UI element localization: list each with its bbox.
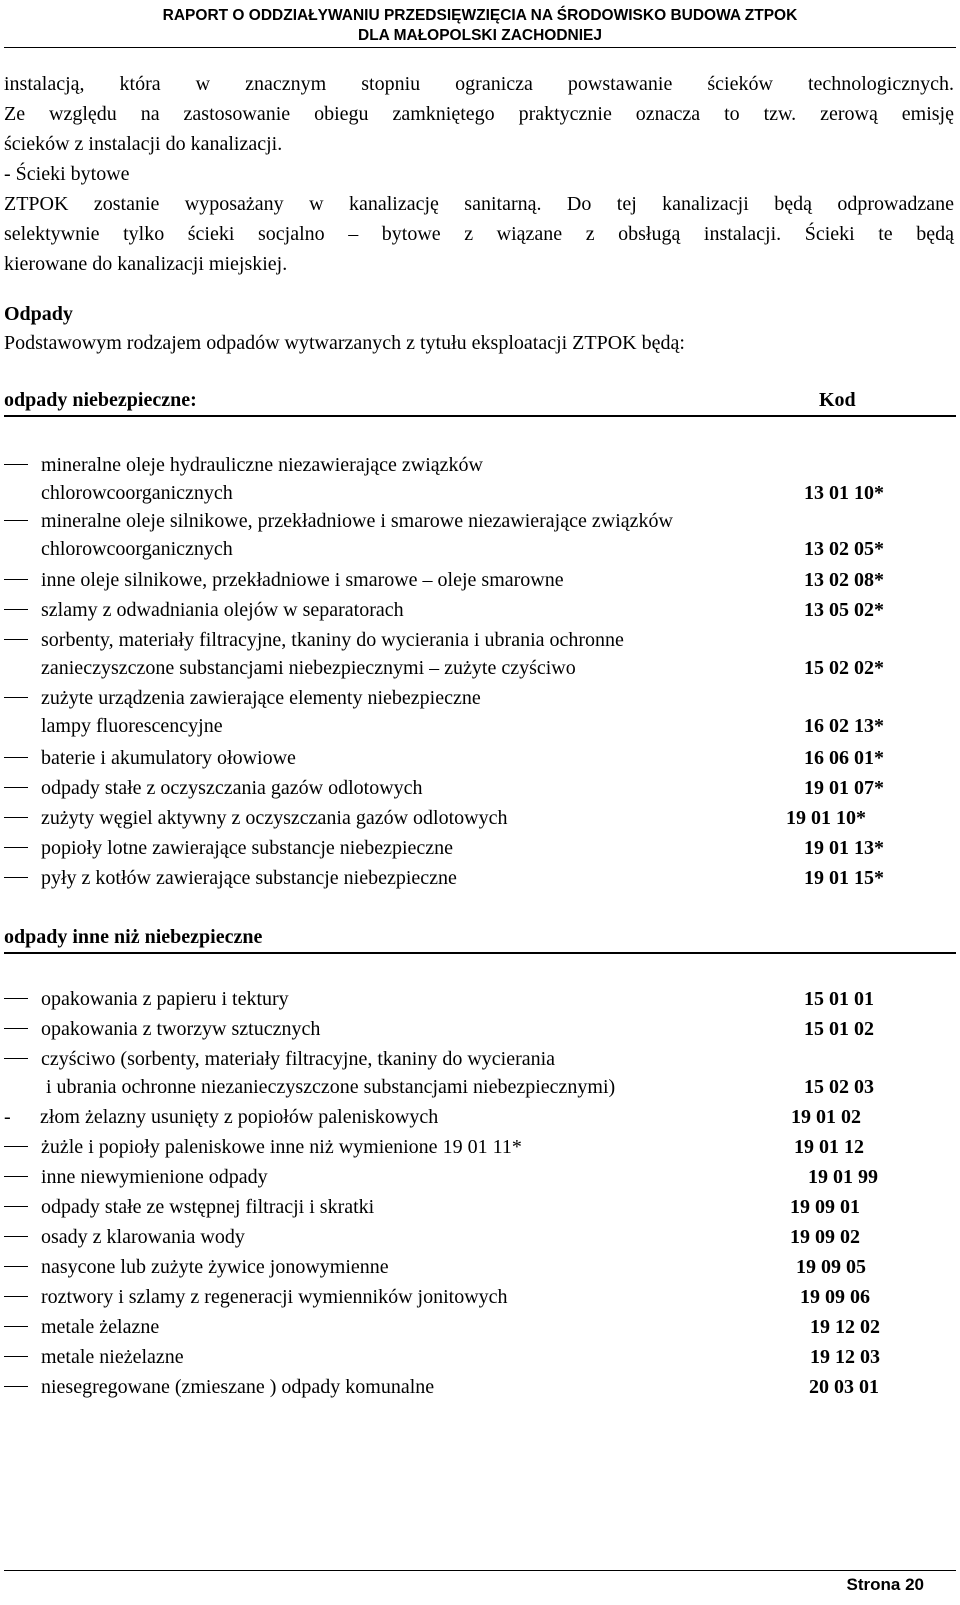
list-item: inne niewymienione odpady 19 01 99 — [4, 1162, 956, 1192]
dash-marker — [4, 520, 28, 521]
intro-line-2: Ze względu na zastosowanie obiegu zamkniętego praktycznie oznacza to tzw. zerową emisję — [4, 103, 954, 125]
hazardous-heading-row — [4, 385, 956, 417]
intro-line-1: instalacją, która w znacznym stopniu ogranicza powstawanie ścieków technologicznych. — [4, 73, 954, 95]
list-item: metale żelazne 19 12 02 — [4, 1312, 956, 1342]
dash-marker — [4, 1058, 28, 1059]
hyphen-marker: - — [4, 1106, 11, 1128]
list-item: - złom żelazny usunięty z popiołów paleniskowych 19 01 02 — [4, 1102, 956, 1132]
waste-code: 19 12 02 — [810, 1316, 880, 1338]
waste-code: 19 01 13* — [804, 837, 884, 859]
dash-marker — [4, 697, 28, 698]
waste-code: 13 05 02* — [804, 599, 884, 621]
list-item: pyły z kotłów zawierające substancje niebezpieczne 19 01 15* — [4, 863, 956, 893]
intro-paragraph — [4, 69, 954, 279]
list-item: odpady stałe ze wstępnej filtracji i skratki 19 09 01 — [4, 1192, 956, 1222]
dash-marker — [4, 877, 28, 878]
intro-line-3: ścieków z instalacji do kanalizacji. — [4, 133, 283, 155]
list-item: opakowania z papieru i tektury 15 01 01 — [4, 984, 956, 1014]
intro-line-6: selektywnie tylko ścieki socjalno – bytowe z wiązane z obsługą instalacji. Ścieki te będą — [4, 223, 954, 245]
header-divider — [4, 47, 956, 48]
header-line-2: DLA MAŁOPOLSKI ZACHODNIEJ — [358, 27, 602, 44]
list-item: roztwory i szlamy z regeneracji wymienników jonitowych 19 09 06 — [4, 1282, 956, 1312]
dash-marker — [4, 1206, 28, 1207]
dash-marker — [4, 1386, 28, 1387]
waste-code: 15 02 02* — [804, 657, 884, 679]
nonhazardous-list — [4, 984, 956, 1402]
intro-line-7: kierowane do kanalizacji miejskiej. — [4, 253, 288, 275]
waste-code: 19 01 15* — [804, 867, 884, 889]
dash-marker — [4, 1296, 28, 1297]
waste-code: 16 02 13* — [804, 715, 884, 737]
dash-marker — [4, 787, 28, 788]
waste-code: 19 09 01 — [790, 1196, 860, 1218]
hazardous-heading: odpady niebezpieczne: — [4, 389, 197, 411]
waste-code: 19 01 02 — [791, 1106, 861, 1128]
waste-code: 15 01 02 — [804, 1018, 874, 1040]
report-header — [0, 6, 960, 46]
header-line-1: RAPORT O ODDZIAŁYWANIU PRZEDSIĘWZIĘCIA NA ŚRODOWISKO BUDOWA ZTPOK — [162, 7, 798, 24]
waste-code: 20 03 01 — [809, 1376, 879, 1398]
dash-marker — [4, 757, 28, 758]
list-item: mineralne oleje hydrauliczne niezawierające związków chlorowcoorganicznych 13 01 10* — [4, 450, 956, 506]
dash-marker — [4, 817, 28, 818]
waste-code: 13 02 08* — [804, 569, 884, 591]
footer-divider — [4, 1570, 956, 1571]
waste-code: 19 01 10* — [786, 807, 866, 829]
list-item: odpady stałe z oczyszczania gazów odlotowych 19 01 07* — [4, 773, 956, 803]
list-item: osady z klarowania wody 19 09 02 — [4, 1222, 956, 1252]
waste-code: 15 02 03 — [804, 1076, 874, 1098]
list-item: opakowania z tworzyw sztucznych 15 01 02 — [4, 1014, 956, 1044]
intro-line-5: ZTPOK zostanie wyposażany w kanalizację sanitarną. Do tej kanalizacji będą odprowadzane — [4, 193, 954, 215]
list-item: metale nieżelazne 19 12 03 — [4, 1342, 956, 1372]
waste-code: 19 09 02 — [790, 1226, 860, 1248]
dash-marker — [4, 1028, 28, 1029]
dash-marker — [4, 1356, 28, 1357]
dash-marker — [4, 1146, 28, 1147]
intro-line-4: - Ścieki bytowe — [4, 163, 130, 185]
dash-marker — [4, 1266, 28, 1267]
waste-code: 19 01 99 — [808, 1166, 878, 1188]
list-item: inne oleje silnikowe, przekładniowe i smarowe – oleje smarowne 13 02 08* — [4, 565, 956, 595]
list-item: zużyte urządzenia zawierające elementy niebezpieczne lampy fluorescencyjne 16 02 13* — [4, 683, 956, 743]
nonhazardous-heading-row — [4, 922, 956, 954]
dash-marker — [4, 847, 28, 848]
dash-marker — [4, 1236, 28, 1237]
dash-marker — [4, 1326, 28, 1327]
waste-code: 16 06 01* — [804, 747, 884, 769]
list-item: żużle i popioły paleniskowe inne niż wymienione 19 01 11* 19 01 12 — [4, 1132, 956, 1162]
section-lead: Podstawowym rodzajem odpadów wytwarzanych z tytułu eksploatacji ZTPOK będą: — [4, 332, 685, 354]
waste-code: 19 09 05 — [796, 1256, 866, 1278]
waste-code: 19 09 06 — [800, 1286, 870, 1308]
waste-code: 19 12 03 — [810, 1346, 880, 1368]
dash-marker — [4, 464, 28, 465]
kod-column-label: Kod — [819, 389, 856, 411]
waste-code: 19 01 12 — [794, 1136, 864, 1158]
list-item: mineralne oleje silnikowe, przekładniowe i smarowe niezawierające związków chlorowcoorganicznych 13 02 05* — [4, 506, 956, 565]
waste-code: 19 01 07* — [804, 777, 884, 799]
list-item: sorbenty, materiały filtracyjne, tkaniny do wycierania i ubrania ochronne zanieczyszczone substancjami niebezpiecznymi – zużyte czyściwo 15 02 02* — [4, 625, 956, 683]
nonhazardous-heading: odpady inne niż niebezpieczne — [4, 926, 263, 948]
waste-code: 15 01 01 — [804, 988, 874, 1010]
waste-code: 13 02 05* — [804, 538, 884, 560]
list-item: szlamy z odwadniania olejów w separatorach 13 05 02* — [4, 595, 956, 625]
dash-marker — [4, 998, 28, 999]
dash-marker — [4, 609, 28, 610]
dash-marker — [4, 639, 28, 640]
list-item: popioły lotne zawierające substancje niebezpieczne 19 01 13* — [4, 833, 956, 863]
list-item: czyściwo (sorbenty, materiały filtracyjne, tkaniny do wycierania i ubrania ochronne niezanieczyszczone substancjami niebezpiecznymi) 15 02 03 — [4, 1044, 956, 1102]
section-title: Odpady — [4, 303, 73, 325]
waste-code: 13 01 10* — [804, 482, 884, 504]
list-item: niesegregowane (zmieszane ) odpady komunalne 20 03 01 — [4, 1372, 956, 1402]
list-item: baterie i akumulatory ołowiowe 16 06 01* — [4, 743, 956, 773]
hazardous-list — [4, 450, 956, 893]
dash-marker — [4, 1176, 28, 1177]
dash-marker — [4, 579, 28, 580]
page-number: Strona 20 — [846, 1575, 924, 1594]
list-item: zużyty węgiel aktywny z oczyszczania gazów odlotowych 19 01 10* — [4, 803, 956, 833]
list-item: nasycone lub zużyte żywice jonowymienne 19 09 05 — [4, 1252, 956, 1282]
